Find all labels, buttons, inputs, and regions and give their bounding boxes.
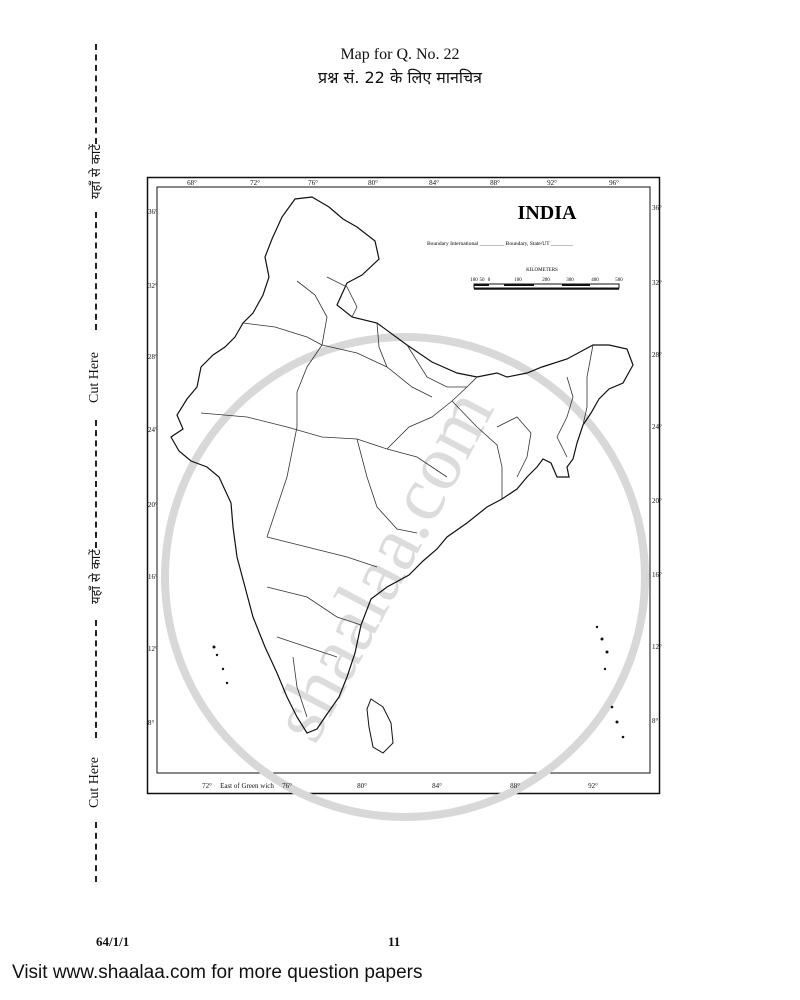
cut-line-segment xyxy=(95,620,97,738)
longitude-label: 76° xyxy=(282,782,292,790)
longitude-label: 88° xyxy=(510,782,520,790)
latitude-label: 32° xyxy=(148,282,158,290)
latitude-label: 28° xyxy=(652,351,662,359)
longitude-label: 84° xyxy=(429,179,439,187)
scale-tick: 300 xyxy=(566,278,574,283)
longitude-label: 92° xyxy=(547,179,557,187)
scale-tick: 0 xyxy=(487,278,491,283)
map-question-title: Map for Q. No. 22 xyxy=(340,46,460,63)
latitude-label: 32° xyxy=(652,279,662,287)
longitude-label: 96° xyxy=(609,179,619,187)
longitude-label: 68° xyxy=(187,179,197,187)
latitude-label: 16° xyxy=(148,573,158,581)
cut-here-label: Cut Here xyxy=(87,352,102,403)
map-title: INDIA xyxy=(517,202,577,224)
longitude-label: 72° xyxy=(202,782,212,790)
cut-here-label: Cut Here xyxy=(87,757,102,808)
latitude-label: 12° xyxy=(148,645,158,653)
latitude-label: 20° xyxy=(148,501,158,509)
paper-code: 64/1/1 xyxy=(96,934,130,949)
longitude-label: 92° xyxy=(588,782,598,790)
scale-tick: 100 xyxy=(514,278,522,283)
watermark-text: shaalaa.com xyxy=(253,374,510,755)
latitude-label: 36° xyxy=(652,204,662,212)
longitude-label: 76° xyxy=(308,179,318,187)
longitude-label: 80° xyxy=(357,782,367,790)
longitude-note: East of Green wich xyxy=(220,782,274,790)
cut-here-hindi-label: यहाँ से काटें xyxy=(89,144,104,199)
scale-tick: 200 xyxy=(542,278,550,283)
page-number: 11 xyxy=(388,934,401,949)
cut-line-segment xyxy=(95,822,97,882)
longitude-label: 84° xyxy=(432,782,442,790)
latitude-label: 12° xyxy=(652,643,662,651)
scale-tick: 100 xyxy=(470,278,478,283)
cut-here-hindi-label: यहाँ से काटें xyxy=(89,549,104,604)
map-svg xyxy=(147,177,660,794)
latitude-label: 20° xyxy=(652,497,662,505)
latitude-label: 24° xyxy=(652,423,662,431)
scale-tick: 500 xyxy=(615,278,623,283)
cut-line-segment xyxy=(95,44,97,144)
latitude-label: 8° xyxy=(652,717,659,725)
scale-label: KILOMETERS xyxy=(526,268,558,273)
longitude-label: 80° xyxy=(368,179,378,187)
cut-line-segment xyxy=(95,420,97,548)
latitude-label: 24° xyxy=(148,426,158,434)
cut-line-segment xyxy=(95,212,97,330)
latitude-label: 36° xyxy=(148,208,158,216)
map-question-title-hindi: प्रश्न सं. 22 के लिए मानचित्र xyxy=(318,68,482,87)
latitude-label: 8° xyxy=(148,719,155,727)
scale-tick: 50 xyxy=(479,278,485,283)
longitude-label: 72° xyxy=(250,179,260,187)
latitude-label: 16° xyxy=(652,571,662,579)
footer-visit-link[interactable]: Visit www.shaalaa.com for more question papers xyxy=(12,962,423,983)
india-outline-map xyxy=(147,177,660,794)
longitude-label: 88° xyxy=(490,179,500,187)
boundary-legend: Boundary International _________ Boundary, State/UT ________ xyxy=(427,241,573,247)
scale-tick: 400 xyxy=(591,278,599,283)
latitude-label: 28° xyxy=(148,353,158,361)
